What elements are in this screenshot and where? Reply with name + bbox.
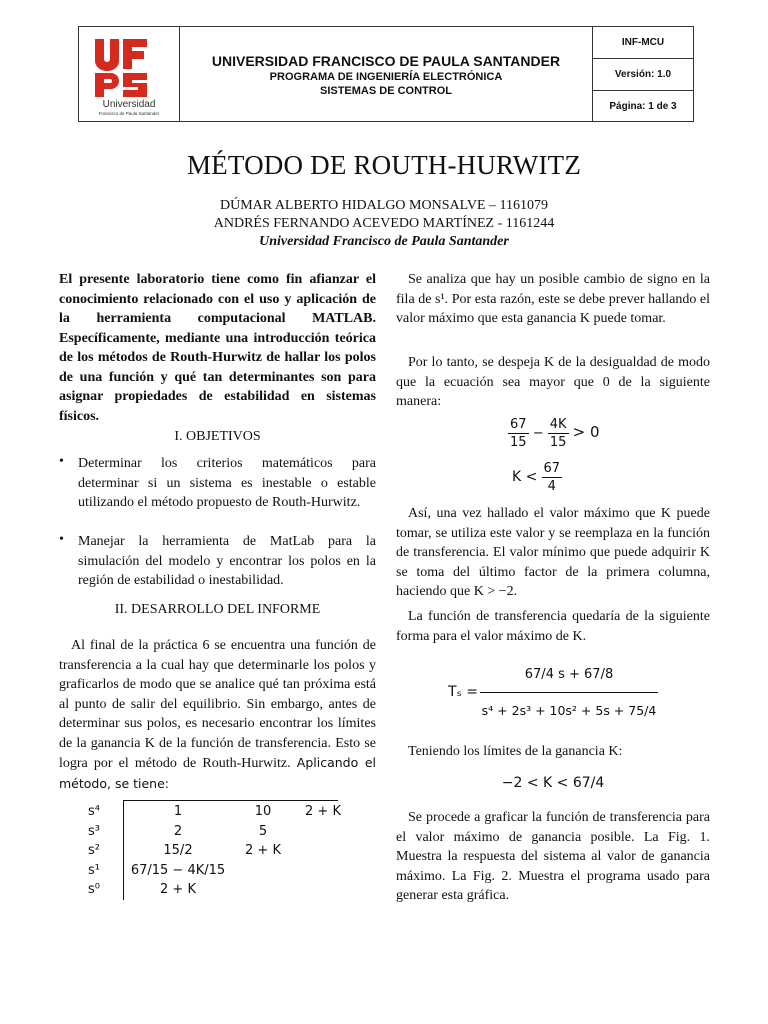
ufps-logo [79, 27, 179, 121]
section-objetivos: I. OBJETIVOS [174, 429, 261, 444]
right-paragraph-4: La función de transferencia quedaría de la siguiente forma para el valor máximo de K. [396, 609, 710, 644]
page-title: MÉTODO DE ROUTH-HURWITZ [186, 150, 582, 180]
inequality-1: $\frac{67}{15}$ − $\frac{4K}{15}$ > 0 [510, 417, 600, 450]
right-paragraph-3: Así, una vez hallado el valor máximo que K puede tomar, se utiliza este valor y se reemplaza en la función de transferencia. El valor mínimo que puede adquirir K se toma del último factor de la primera columna, haciendo que K > −2. [396, 506, 710, 599]
routh-row-label: s³ [88, 823, 100, 839]
bullet-dot: • [59, 454, 64, 469]
routh-row-label: s⁰ [88, 882, 100, 897]
routh-row-label: s⁴ [88, 804, 100, 819]
right-paragraph-5: Teniendo los límites de la ganancia K: [408, 744, 623, 759]
logo-cell [79, 27, 180, 121]
right-paragraph-2: Por lo tanto, se despeja K de la desigualdad de modo que la ecuación sea mayor que 0 de la siguiente manera: [396, 355, 710, 409]
right-paragraph-1: Se analiza que hay un posible cambio de signo en la fila de s¹. Por esta razón, este se debe prever hallando el valor máximo que esta ganancia K puede tomar. [396, 272, 710, 326]
gain-range: −2 < K < 67/4 [501, 775, 605, 791]
routh-vertical-line [123, 800, 124, 900]
tf-denominator: s⁴ + 2s³ + 10s² + 5s + 75/4 [481, 703, 657, 718]
abstract: El presente laboratorio tiene como fin afianzar el conocimiento relacionado con el uso y aplicación de la herramienta computacional MATLAB. Específicamente, mediante una introducción teórica de los métodos de Routh-Hurwitz de hallar los polos de una función y qué tan determinantes son para asignar propiedades de estabilidad en sistemas físicos. [59, 272, 376, 424]
routh-row-label: s² [88, 843, 100, 858]
program-name: PROGRAMA DE INGENIERÍA ELECTRÓNICA [269, 71, 503, 83]
inequality-2: K < $\frac{67}{4}$ [512, 461, 561, 494]
tf-lhs: Tₛ = [448, 684, 478, 700]
course-name: SISTEMAS DE CONTROL [319, 85, 452, 97]
header-meta [593, 27, 693, 121]
university-name: UNIVERSIDAD FRANCISCO DE PAULA SANTANDER [211, 53, 561, 69]
transfer-function [448, 660, 658, 730]
routh-cell: 2 + K [245, 843, 281, 858]
affiliation: Universidad Francisco de Paula Santander [259, 234, 509, 249]
routh-cell: 1 [173, 804, 183, 819]
author-2: ANDRÉS FERNANDO ACEVEDO MARTÍNEZ - 1161244 [213, 216, 555, 231]
doc-version: Versión: 1.0 [593, 59, 693, 91]
tf-numerator: 67/4 s + 67/8 [524, 667, 614, 682]
header-titles [180, 27, 593, 121]
right-paragraph-6: Se procede a graficar la función de transferencia para el valor máximo de ganancia posible. La Fig. 1. Muestra la respuesta del sistema al valor de ganancia máximo. La Fig. 2. Muestra el programa usado para generar esta gráfica. [396, 810, 710, 903]
routh-cell: 2 + K [160, 882, 196, 897]
doc-code: INF-MCU [593, 27, 693, 59]
routh-cell: 15/2 [163, 843, 193, 858]
bullet-dot: • [59, 532, 64, 547]
svg-text:Universidad: Universidad [102, 99, 156, 110]
tf-fraction-bar [480, 692, 658, 693]
objective-1: Determinar los criterios matemáticos para determinar si un sistema es inestable o estable utilizando el método propuesto de Routh-Hurwitz. [78, 456, 376, 510]
routh-cell: 2 + K [305, 804, 341, 819]
routh-cell: 2 [173, 823, 183, 839]
author-1: DÚMAR ALBERTO HIDALGO MONSALVE – 1161079 [219, 198, 549, 213]
svg-text:Francisco de Paula Santander: Francisco de Paula Santander [98, 111, 160, 116]
development-math: Aplicando el método, se tiene: [59, 755, 376, 791]
objective-2: Manejar la herramienta de MatLab para la simulación del modelo y encontrar los polos en la región de estabilidad o inestabilidad. [78, 534, 376, 588]
routh-cell: 10 [254, 804, 272, 819]
section-desarrollo: II. DESARROLLO DEL INFORME [114, 602, 321, 617]
routh-top-line [123, 800, 338, 801]
document-header [78, 26, 694, 122]
development-text: Al final de la práctica 6 se encuentra una función de transferencia a la cual hay que determinarle los polos y graficarlos de modo que se analice qué tan próxima está al punto de salir del equilibrio. Sin embargo, antes de determinar sus polos, es necesario encontrar los límites de la ganancia K de la función de transferencia. Esto se logra por el método de Routh-Hurwitz. [59, 638, 376, 771]
routh-row-label: s¹ [88, 862, 100, 878]
routh-cell: 67/15 − 4K/15 [130, 862, 226, 878]
doc-page: Página: 1 de 3 [609, 101, 677, 112]
development-paragraph [59, 636, 376, 794]
routh-cell: 5 [258, 823, 268, 839]
